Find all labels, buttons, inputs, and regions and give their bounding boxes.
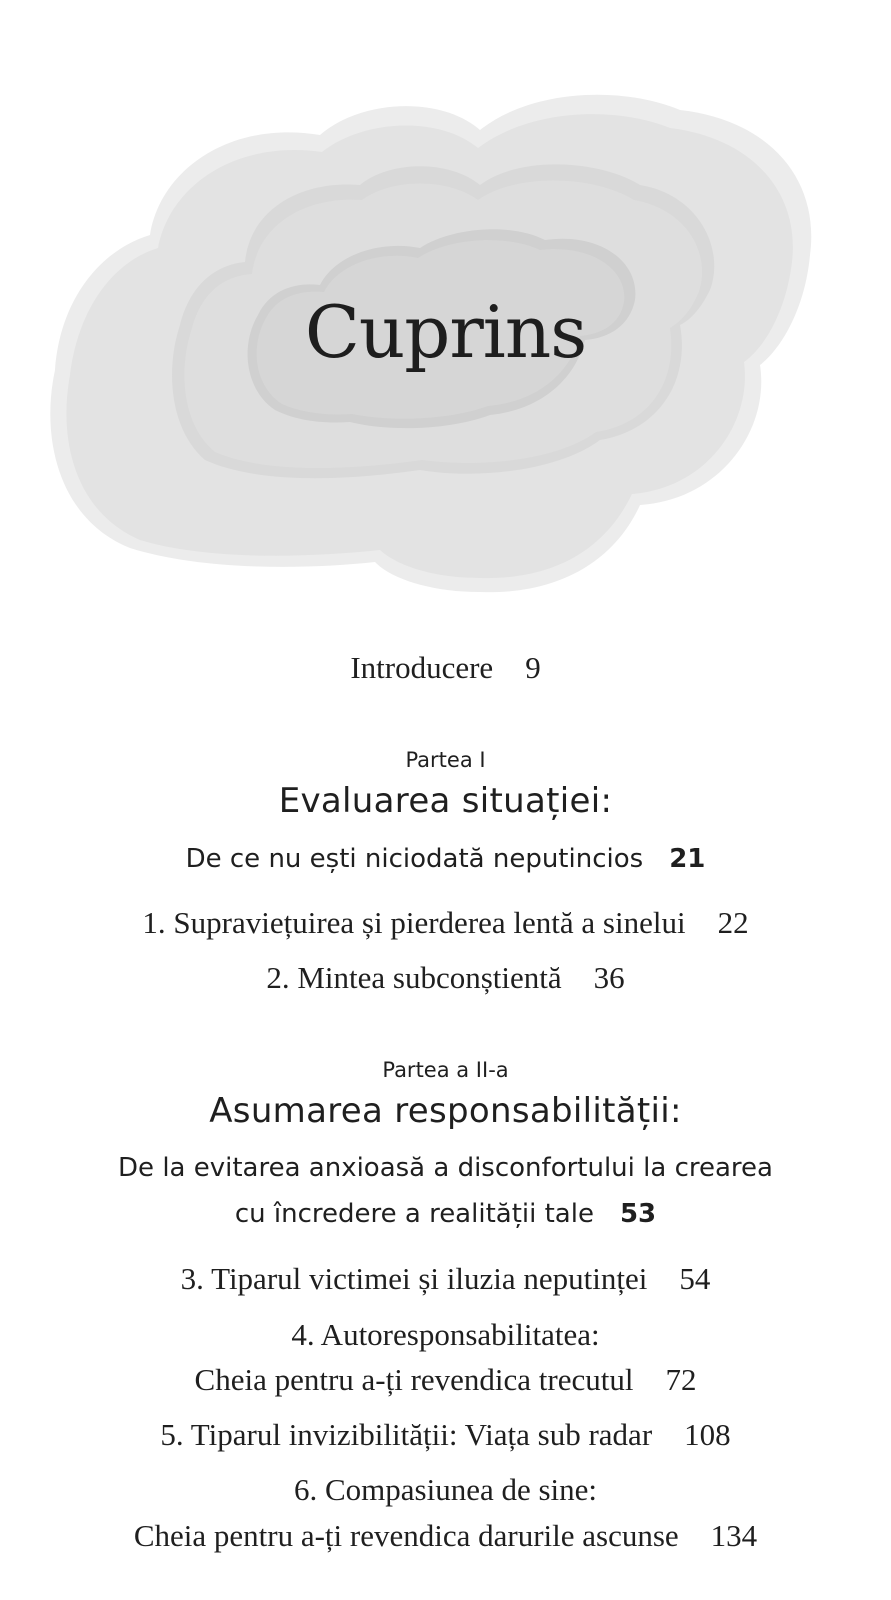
entry-page-number: 54: [679, 1261, 711, 1296]
entry-page-number: 72: [665, 1362, 697, 1397]
entry-page-number: 22: [717, 905, 749, 940]
part-title: Asumarea responsabilității:: [209, 1091, 682, 1131]
part-title: Evaluarea situației:: [278, 781, 613, 821]
toc-entry-chapter-6-line-2[interactable]: [0, 1518, 891, 1554]
entry-page-number: 108: [684, 1417, 731, 1452]
entry-label: Introducere: [350, 650, 494, 685]
part-page-number: 21: [669, 844, 706, 874]
part-subtitle-text: cu încredere a realității tale: [234, 1199, 594, 1229]
entry-label: 2. Mintea subconștientă: [266, 960, 562, 995]
toc-entry-chapter-2[interactable]: [0, 960, 891, 996]
entry-page-number: 36: [593, 960, 625, 995]
toc-entry-chapter-3[interactable]: [0, 1261, 891, 1297]
toc-entry-chapter-1[interactable]: [0, 905, 891, 941]
toc-entry-chapter-6-line-1[interactable]: 6. Compasiunea de sine:: [293, 1472, 598, 1507]
part-subtitle[interactable]: [0, 844, 891, 874]
page-title: Cuprins: [304, 290, 587, 374]
part-label: Partea I: [405, 748, 486, 772]
part-subtitle-line-2[interactable]: [0, 1199, 891, 1229]
toc-entry-chapter-4-line-1[interactable]: 4. Autoresponsabilitatea:: [291, 1317, 600, 1352]
part-subtitle-text: De ce nu ești niciodată neputincios: [185, 844, 644, 874]
part-label: Partea a II-a: [382, 1058, 509, 1082]
part-page-number: 53: [619, 1199, 657, 1229]
entry-page-number: 134: [710, 1518, 758, 1553]
entry-label: Cheia pentru a-ți revendica trecutul: [194, 1362, 634, 1397]
toc-entry-chapter-4-line-2[interactable]: [0, 1362, 891, 1398]
part-subtitle-line-1: De la evitarea anxioasă a disconfortului la crearea: [118, 1153, 773, 1183]
entry-label: 3. Tiparul victimei și iluzia neputinței: [180, 1261, 648, 1296]
toc-entry-chapter-5[interactable]: [0, 1417, 891, 1453]
entry-page-number: 9: [525, 650, 541, 685]
toc-entry-introduction[interactable]: [0, 650, 891, 686]
entry-label: 1. Supraviețuirea și pierderea lentă a sinelui: [142, 905, 686, 940]
entry-label: Cheia pentru a-ți revendica darurile ascunse: [133, 1518, 679, 1553]
entry-label: 5. Tiparul invizibilității: Viața sub radar: [160, 1417, 653, 1452]
